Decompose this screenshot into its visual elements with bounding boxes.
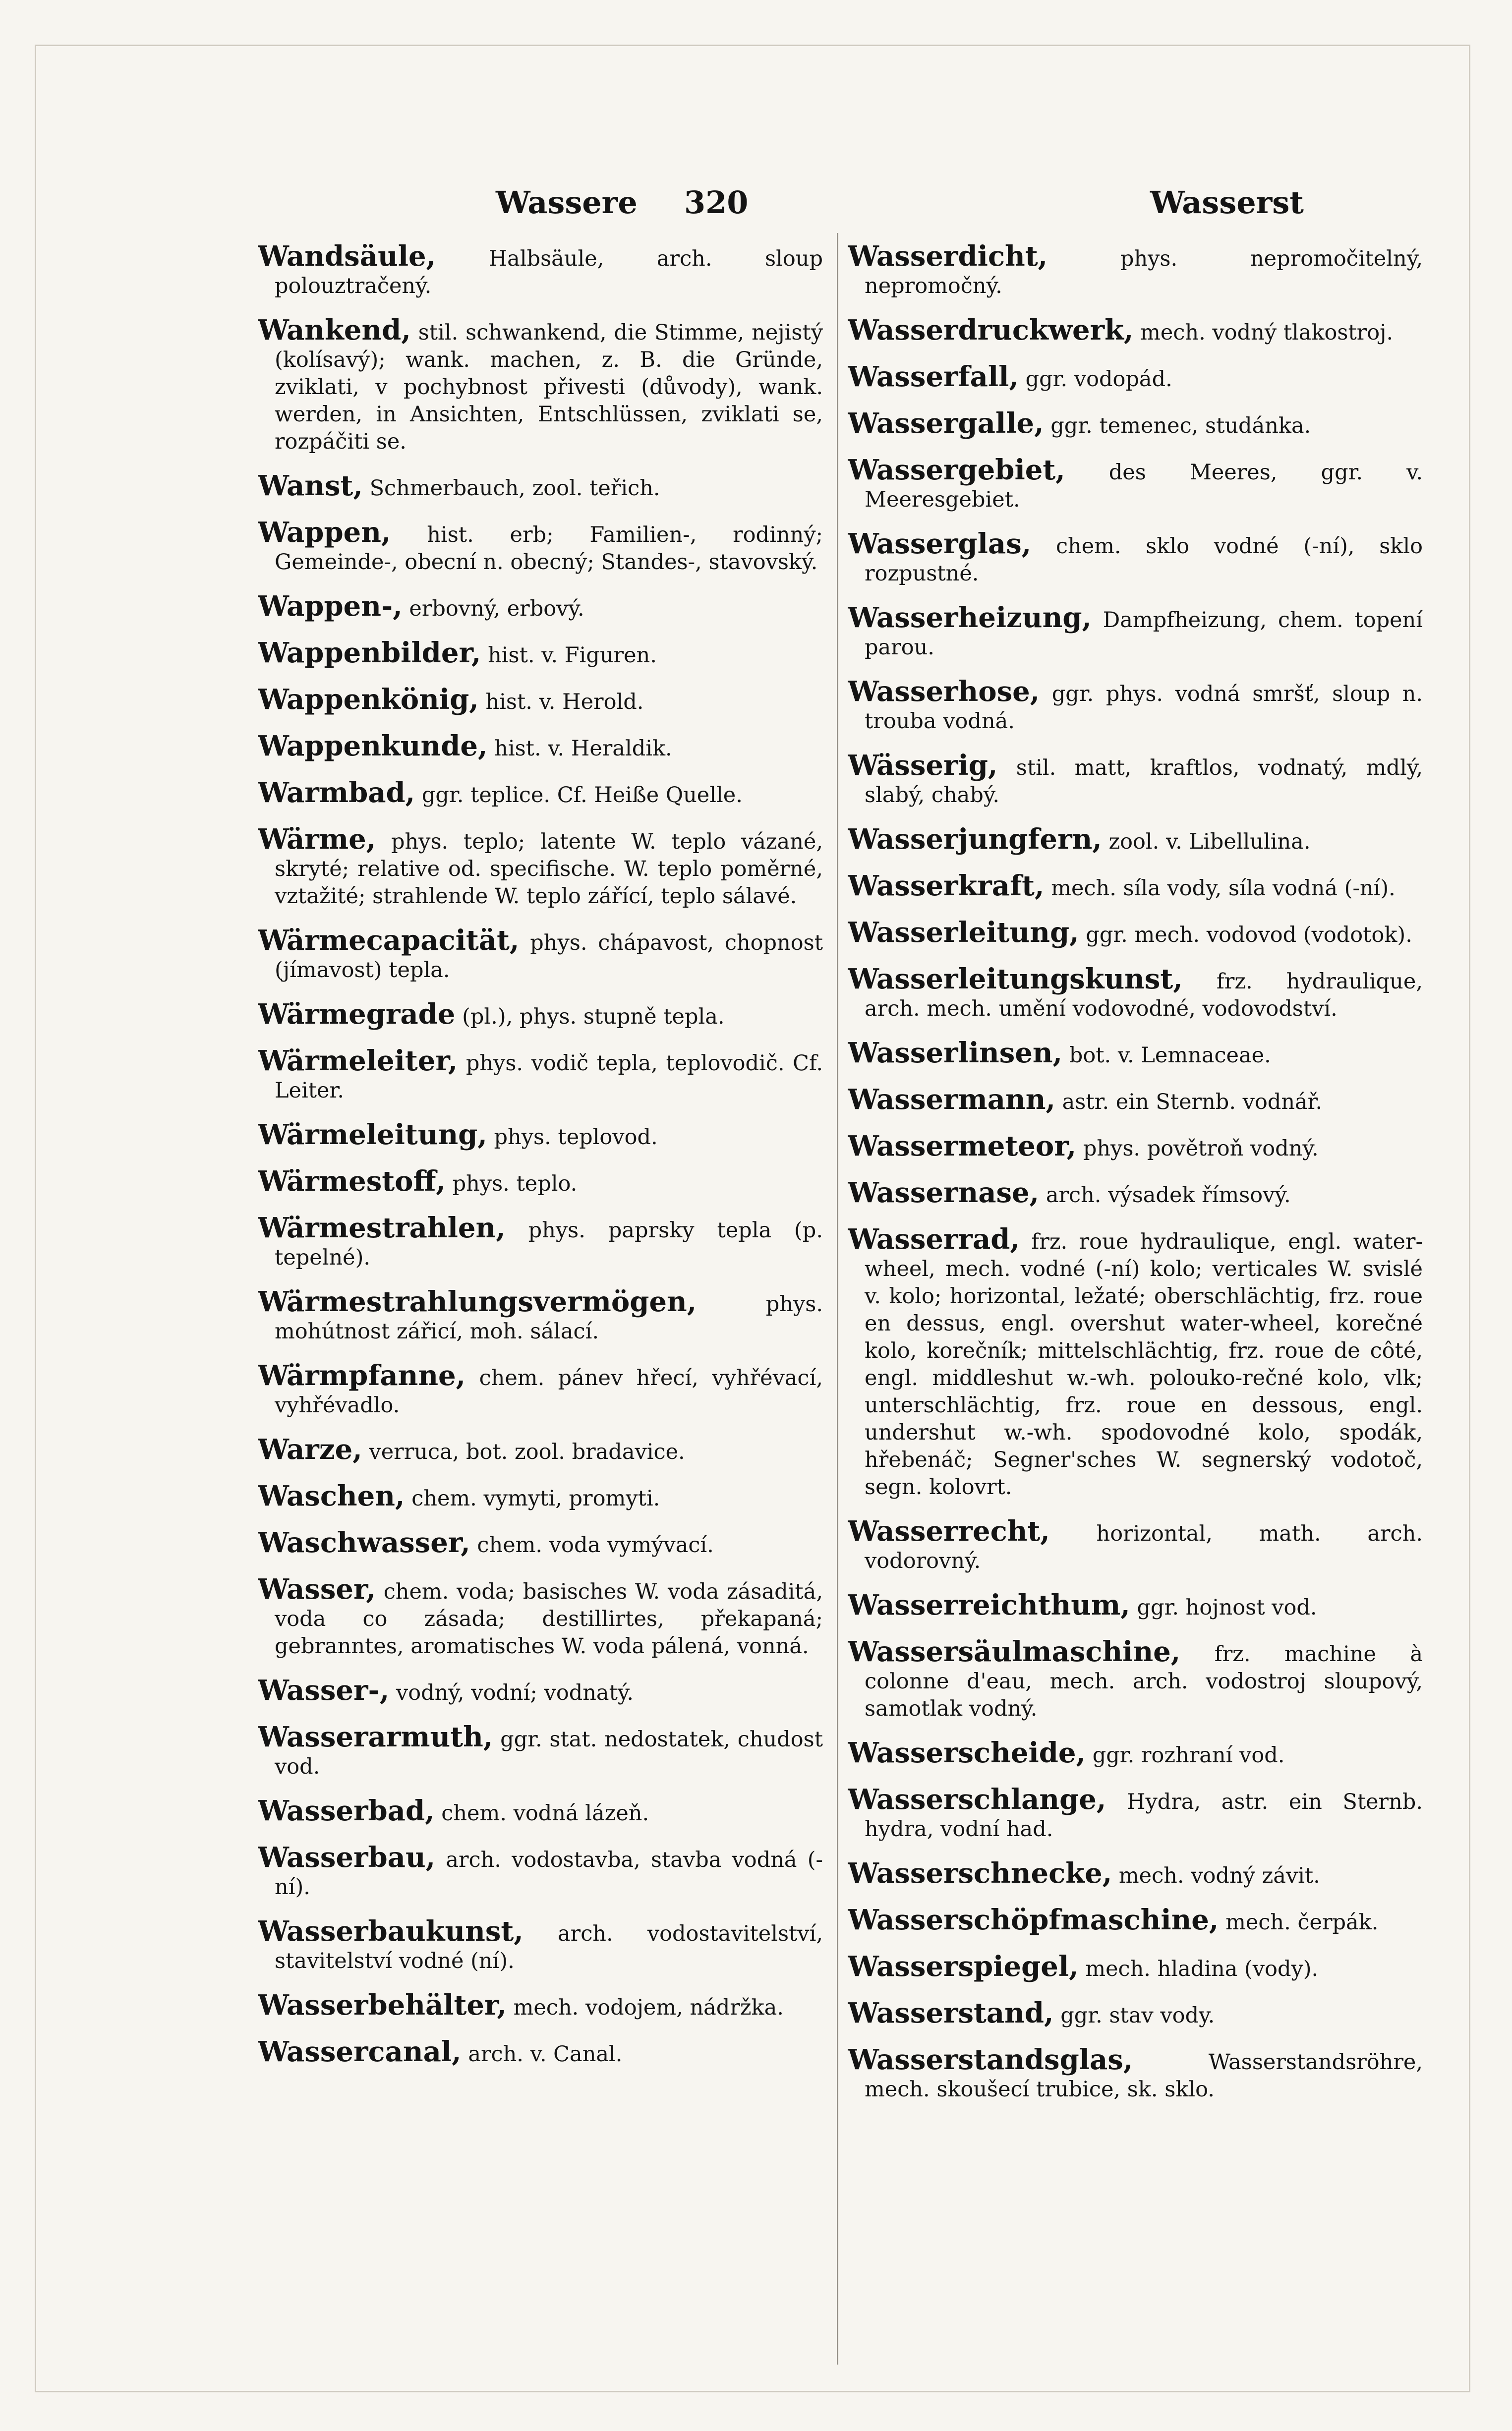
column-divider <box>837 233 838 2365</box>
entry-definition: ggr. phys. vodná smršť, sloup n. trouba vodná. <box>865 682 1423 734</box>
entry-headword: Wasserleitung, <box>848 916 1079 949</box>
entry-headword: Wasserreichthum, <box>848 1589 1130 1621</box>
entry-definition: verruca, bot. zool. bradavice. <box>369 1440 685 1464</box>
entry-headword: Wassermann, <box>848 1083 1055 1116</box>
entry-definition: frz. machine à colonne d'eau, mech. arch. vodostroj sloupový, samotlak vodný. <box>865 1642 1423 1721</box>
entry-headword: Wasser, <box>258 1573 376 1606</box>
dictionary-entry <box>848 601 1423 661</box>
dictionary-entry <box>848 527 1423 587</box>
entry-headword: Wasserscheide, <box>848 1736 1086 1769</box>
entry-headword: Wassermeteor, <box>848 1130 1077 1162</box>
entry-headword: Wassercanal, <box>258 2035 462 2068</box>
entry-definition: mech. vodojem, nádržka. <box>513 1995 784 2020</box>
entry-definition: chem. voda vymývací. <box>477 1533 714 1558</box>
dictionary-entry <box>848 1997 1423 2029</box>
entry-headword: Wassergalle, <box>848 407 1044 440</box>
entry-headword: Wasserdruckwerk, <box>848 314 1134 347</box>
dictionary-entry <box>258 776 823 809</box>
entry-headword: Wasserbad, <box>258 1794 435 1827</box>
dictionary-entry <box>258 1212 823 1272</box>
entry-definition: chem. sklo vodné (-ní), sklo rozpustné. <box>865 534 1423 586</box>
entry-definition: arch. vodostavitelství, stavitelství vodné (ní). <box>275 1921 823 1973</box>
entry-headword: Wasserdicht, <box>848 243 1048 273</box>
entry-headword: Wasserglas, <box>848 527 1032 560</box>
dictionary-entry <box>848 314 1423 347</box>
dictionary-entry <box>848 360 1423 393</box>
entry-headword: Wappenkönig, <box>258 683 479 716</box>
entry-definition: stil. schwankend, die Stimme, nejistý (kolísavý); wank. machen, z. B. die Gründe, zviklati, v pochybnost přivesti (důvody), wank. werden, in Ansichten, Entschlüssen, zviklati se, rozpáčiti se. <box>275 320 823 454</box>
dictionary-entry <box>848 454 1423 514</box>
dictionary-entry <box>258 314 823 456</box>
dictionary-entry <box>848 1176 1423 1209</box>
entry-definition: astr. ein Sternb. vodnář. <box>1062 1090 1323 1114</box>
dictionary-entry <box>258 1165 823 1198</box>
dictionary-entry <box>258 1480 823 1512</box>
entry-definition: chem. vodná lázeň. <box>441 1801 649 1826</box>
entry-definition: ggr. stat. nedostatek, chudost vod. <box>275 1727 823 1779</box>
entry-headword: Wasserhose, <box>848 675 1040 708</box>
entry-headword: Wasserschöpfmaschine, <box>848 1904 1219 1936</box>
entry-headword: Wasserheizung, <box>848 601 1092 634</box>
entry-headword: Wärmeleitung, <box>258 1118 487 1151</box>
entry-definition: mech. vodný tlakostroj. <box>1140 320 1394 345</box>
right-column <box>848 243 1423 2370</box>
dictionary-entry <box>258 1915 823 1975</box>
dictionary-entry <box>258 1794 823 1827</box>
entry-definition: vodný, vodní; vodnatý. <box>396 1680 634 1705</box>
entry-definition: ggr. teplice. Cf. Heiße Quelle. <box>421 783 743 808</box>
entry-headword: Wassergebiet, <box>848 454 1065 486</box>
entry-definition: hist. v. Heraldik. <box>494 736 672 761</box>
dictionary-entry <box>848 869 1423 902</box>
entry-headword: Wasserlinsen, <box>848 1037 1063 1069</box>
dictionary-entry <box>258 1989 823 2022</box>
entry-headword: Wandsäule, <box>258 243 436 273</box>
entry-definition: Halbsäule, arch. sloup polouztračený. <box>275 246 823 298</box>
entry-definition: frz. roue hydraulique, engl. water-wheel, mech. vodné (-ní) kolo; verticales W. svislé v. kolo; horizontal, ležaté; oberschlächtig, frz. roue en dessus, engl. overshut water-wheel, korečné kolo, korečník; mittelschlächtig, frz. roue de côté, engl. middleshut w.-wh. polouko-rečné kolo, vlk; unterschlächtig, frz. roue en dessous, engl. undershut w.-wh. spodovodné kolo, spodák, hřebenáč; Segner'sches W. segnerský vodotoč, segn. kolovrt. <box>865 1229 1423 1500</box>
page-number: 320 <box>684 184 749 221</box>
entry-headword: Wassersäulmaschine, <box>848 1635 1181 1668</box>
entry-definition: Hydra, astr. ein Sternb. hydra, vodní had. <box>865 1790 1423 1842</box>
entry-headword: Wärmegrade <box>258 998 456 1031</box>
dictionary-entry <box>258 516 823 576</box>
entry-headword: Wasserjungfern, <box>848 823 1102 856</box>
dictionary-entry <box>258 924 823 984</box>
dictionary-entry <box>258 1433 823 1466</box>
dictionary-entry <box>848 1950 1423 1983</box>
dictionary-entry <box>258 590 823 623</box>
dictionary-entry <box>848 1736 1423 1769</box>
dictionary-entry <box>258 1285 823 1345</box>
entry-definition: ggr. mech. vodovod (vodotok). <box>1086 923 1412 947</box>
entry-headword: Wasserschnecke, <box>848 1857 1112 1890</box>
entry-headword: Wappenkunde, <box>258 730 488 762</box>
entry-definition: Dampfheizung, chem. topení parou. <box>865 608 1423 660</box>
entry-definition: phys. chápavost, chopnost (jímavost) tepla. <box>275 930 823 983</box>
entry-headword: Wärmeleiter, <box>258 1044 458 1077</box>
entry-definition: phys. paprsky tepla (p. tepelné). <box>275 1218 823 1270</box>
entry-definition: mech. čerpák. <box>1225 1910 1379 1935</box>
entry-headword: Wärmecapacität, <box>258 924 520 957</box>
entry-definition: zool. v. Libellulina. <box>1108 829 1311 854</box>
entry-headword: Wasserstandsglas, <box>848 2043 1133 2076</box>
dictionary-entry <box>848 963 1423 1023</box>
entry-headword: Wasserbaukunst, <box>258 1915 523 1948</box>
running-head-left: Wassere <box>496 184 638 221</box>
entry-definition: phys. vodič tepla, teplovodič. Cf. Leiter. <box>275 1051 823 1103</box>
dictionary-entry <box>258 1841 823 1901</box>
entry-definition: chem. vymyti, promyti. <box>411 1486 660 1511</box>
dictionary-entry <box>258 1674 823 1707</box>
dictionary-entry <box>258 683 823 716</box>
dictionary-entry <box>848 675 1423 735</box>
dictionary-entry <box>848 823 1423 856</box>
entry-definition: ggr. rozhraní vod. <box>1092 1743 1285 1768</box>
left-column <box>258 243 823 2370</box>
dictionary-entry <box>258 1573 823 1660</box>
entry-definition: ggr. vodopád. <box>1025 367 1172 392</box>
entry-headword: Wankend, <box>258 314 411 347</box>
dictionary-entry <box>258 2035 823 2068</box>
dictionary-entry <box>258 823 823 910</box>
dictionary-entry <box>258 998 823 1031</box>
dictionary-entry <box>258 1526 823 1559</box>
dictionary-entry <box>848 1635 1423 1723</box>
entry-definition: mech. síla vody, síla vodná (-ní). <box>1051 876 1396 901</box>
dictionary-entry <box>848 1904 1423 1936</box>
entry-headword: Wasserbehälter, <box>258 1989 507 2022</box>
dictionary-entry <box>258 1721 823 1781</box>
dictionary-entry <box>258 469 823 502</box>
dictionary-entry <box>258 1044 823 1104</box>
entry-headword: Wasserrecht, <box>848 1515 1050 1548</box>
entry-definition: phys. mohútnost zářicí, moh. sálací. <box>275 1292 823 1344</box>
entry-definition: mech. vodný závit. <box>1118 1863 1320 1888</box>
page-header <box>0 184 1512 229</box>
dictionary-entry <box>848 749 1423 809</box>
entry-headword: Wasser-, <box>258 1674 390 1707</box>
entry-headword: Wanst, <box>258 469 363 502</box>
dictionary-entry <box>848 2043 1423 2103</box>
entry-headword: Wässerig, <box>848 749 998 782</box>
entry-definition: Wasserstandsröhre, mech. skoušecí trubice, sk. sklo. <box>865 2050 1423 2102</box>
dictionary-entry <box>848 1857 1423 1890</box>
dictionary-entry <box>848 1130 1423 1162</box>
entry-headword: Waschwasser, <box>258 1526 470 1559</box>
dictionary-entry <box>258 1359 823 1419</box>
entry-definition: hist. erb; Familien-, rodinný; Gemeinde-, obecní n. obecný; Standes-, stavovský. <box>275 522 823 575</box>
entry-definition: mech. hladina (vody). <box>1085 1957 1319 1981</box>
entry-definition: (pl.), phys. stupně tepla. <box>462 1004 725 1029</box>
entry-headword: Wasserkraft, <box>848 869 1045 902</box>
entry-headword: Wappenbilder, <box>258 637 481 669</box>
entry-headword: Wasserspiegel, <box>848 1950 1079 1983</box>
dictionary-entry <box>848 1589 1423 1621</box>
entry-headword: Wasserstand, <box>848 1997 1054 2029</box>
entry-headword: Wasserbau, <box>258 1841 436 1874</box>
dictionary-entry <box>258 1118 823 1151</box>
entry-definition: phys. teplovod. <box>494 1125 658 1150</box>
entry-headword: Wasserschlange, <box>848 1783 1106 1816</box>
entry-definition: ggr. hojnost vod. <box>1137 1595 1317 1620</box>
entry-definition: chem. pánev hřecí, vyhřévací, vyhřévadlo. <box>275 1366 823 1418</box>
entry-headword: Wärmestoff, <box>258 1165 446 1198</box>
entry-definition: frz. hydraulique, arch. mech. umění vodovodné, vodovodství. <box>865 969 1423 1021</box>
entry-definition: phys. povětroň vodný. <box>1083 1136 1319 1161</box>
dictionary-entry <box>848 1783 1423 1843</box>
entry-headword: Wasserrad, <box>848 1223 1020 1256</box>
entry-definition: bot. v. Lemnaceae. <box>1069 1043 1271 1068</box>
entry-definition: arch. vodostavba, stavba vodná (-ní). <box>275 1848 823 1900</box>
entry-definition: stil. matt, kraftlos, vodnatý, mdlý, slabý, chabý. <box>865 755 1423 808</box>
entry-definition: erbovný, erbový. <box>409 596 584 621</box>
entry-definition: horizontal, math. arch. vodorovný. <box>865 1521 1423 1573</box>
entry-definition: arch. v. Canal. <box>468 2042 623 2067</box>
entry-headword: Warze, <box>258 1433 362 1466</box>
dictionary-entry <box>848 243 1423 300</box>
entry-definition: ggr. temenec, studánka. <box>1050 413 1311 438</box>
dictionary-entry <box>848 407 1423 440</box>
entry-headword: Wasserfall, <box>848 360 1019 393</box>
entry-headword: Wappen, <box>258 516 391 549</box>
running-head-right: Wasserst <box>1150 184 1304 221</box>
entry-headword: Wärmestrahlen, <box>258 1212 506 1244</box>
entry-definition: Schmerbauch, zool. teřich. <box>369 476 660 501</box>
entry-headword: Wappen-, <box>258 590 403 623</box>
entry-headword: Wärmpfanne, <box>258 1359 466 1392</box>
dictionary-entry <box>848 1037 1423 1069</box>
entry-definition: phys. teplo. <box>452 1171 578 1196</box>
entry-headword: Waschen, <box>258 1480 405 1512</box>
entry-definition: hist. v. Figuren. <box>488 643 657 668</box>
entry-definition: chem. voda; basisches W. voda zásaditá, voda co zásada; destillirtes, překapaná; gebranntes, aromatisches W. voda pálená, vonná. <box>275 1579 823 1659</box>
dictionary-entry <box>258 243 823 300</box>
entry-definition: des Meeres, ggr. v. Meeresgebiet. <box>865 460 1423 512</box>
entry-headword: Wärme, <box>258 823 376 856</box>
entry-definition: hist. v. Herold. <box>485 690 644 714</box>
dictionary-entry <box>848 1083 1423 1116</box>
dictionary-entry <box>848 1515 1423 1575</box>
entry-definition: ggr. stav vody. <box>1060 2003 1215 2028</box>
entry-headword: Wärmestrahlungsvermögen, <box>258 1285 697 1318</box>
dictionary-entry <box>848 916 1423 949</box>
entry-headword: Warmbad, <box>258 776 415 809</box>
entry-definition: arch. výsadek římsový. <box>1046 1183 1291 1208</box>
entry-definition: phys. nepromočitelný, nepromočný. <box>865 246 1423 298</box>
entry-headword: Wassernase, <box>848 1176 1040 1209</box>
entry-definition: phys. teplo; latente W. teplo vázané, skryté; relative od. specifische. W. teplo poměrné, vztažité; strahlende W. teplo zářící, teplo sálavé. <box>275 829 823 909</box>
entry-headword: Wasserarmuth, <box>258 1721 493 1753</box>
dictionary-entry <box>848 1223 1423 1501</box>
entry-headword: Wasserleitungskunst, <box>848 963 1183 995</box>
dictionary-entry <box>258 639 823 669</box>
dictionary-entry <box>258 730 823 762</box>
